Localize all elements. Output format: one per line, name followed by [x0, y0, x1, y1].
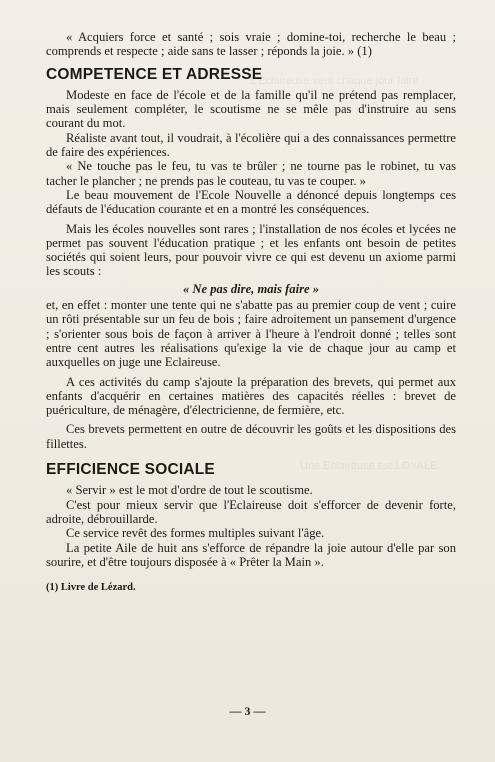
- paragraph: A ces activités du camp s'ajoute la préparation des brevets, qui permet aux enfants d'acquérir en certaines matières des capacités réelles : brevet de puériculture, de ménagère, d'électricienne, de fermière, etc.: [46, 374, 456, 418]
- text-column: [46, 30, 456, 595]
- paragraph: « Ne touche pas le feu, tu vas te brûler ; ne tourne pas le robinet, tu vas tacher le plancher ; ne prends pas le couteau, tu vas te couper. »: [46, 159, 456, 188]
- paragraph: « Servir » est le mot d'ordre de tout le scoutisme.: [66, 483, 313, 498]
- paragraph: C'est pour mieux servir que l'Eclaireuse doit s'efforcer de devenir forte, adroite, débrouillarde.: [46, 497, 456, 526]
- paragraph: Mais les écoles nouvelles sont rares ; l'installation de nos écoles et lycées ne permet pas souvent l'éducation pratique ; et les enfants ont besoin de petites sociétés qui soient leurs, pour pouvoir vivre ce qui est devenu un axiome parmi les scouts :: [46, 221, 456, 279]
- show-through-text: L'Eclaireuse veut chaque jour faire: [250, 75, 419, 87]
- paragraph: et, en effet : monter une tente qui ne s'abatte pas au premier coup de vent ; cuire un rôti présentable sur un feu de bois ; faire adroitement un pansement d'urgence ; s'orienter sous bois de façon à arriver à l'heure à l'endroit donné ; telles sont entre cent autres les réalisations qu'exige la vie de chaque jour au camp et auxquelles on juge une Eclaireuse.: [46, 298, 456, 370]
- footnote: (1) Livre de Lézard.: [46, 582, 136, 594]
- show-through-text: Une Eclaireuse est LOYALE: [300, 460, 438, 472]
- motto: « Ne pas dire, mais faire »: [182, 281, 320, 296]
- intro-quote: « Acquiers force et santé ; sois vraie ; domine-toi, recherche le beau ; comprends et respecte ; aide sans te lasser ; réponds la joie. » (1): [46, 30, 456, 59]
- section-heading-competence: COMPETENCE ET ADRESSE: [46, 65, 263, 83]
- paragraph: Le beau mouvement de l'Ecole Nouvelle a dénoncé depuis longtemps ces défauts de l'éducation courante et en a montré les conséquences.: [46, 187, 456, 217]
- paragraph: Ces brevets permettent en outre de découvrir les goûts et les dispositions des fillettes.: [46, 422, 456, 451]
- paragraph: La petite Aile de huit ans s'efforce de répandre la joie autour d'elle par son sourire, et d'être toujours disposée à « Prêter la Main ».: [46, 540, 456, 569]
- paragraph: Ce service revêt des formes multiples suivant l'âge.: [66, 526, 325, 541]
- paragraph: Modeste en face de l'école et de la famille qu'il ne prétend pas remplacer, mais seulement compléter, le scoutisme ne se mêle pas d'instruire au sens courant du mot.: [46, 87, 456, 131]
- section-heading-efficience: EFFICIENCE SOCIALE: [46, 461, 215, 479]
- page-number: — 3 —: [229, 704, 266, 718]
- paragraph: Réaliste avant tout, il voudrait, à l'écolière qui a des connaissances permettre de faire des expériences.: [46, 130, 456, 160]
